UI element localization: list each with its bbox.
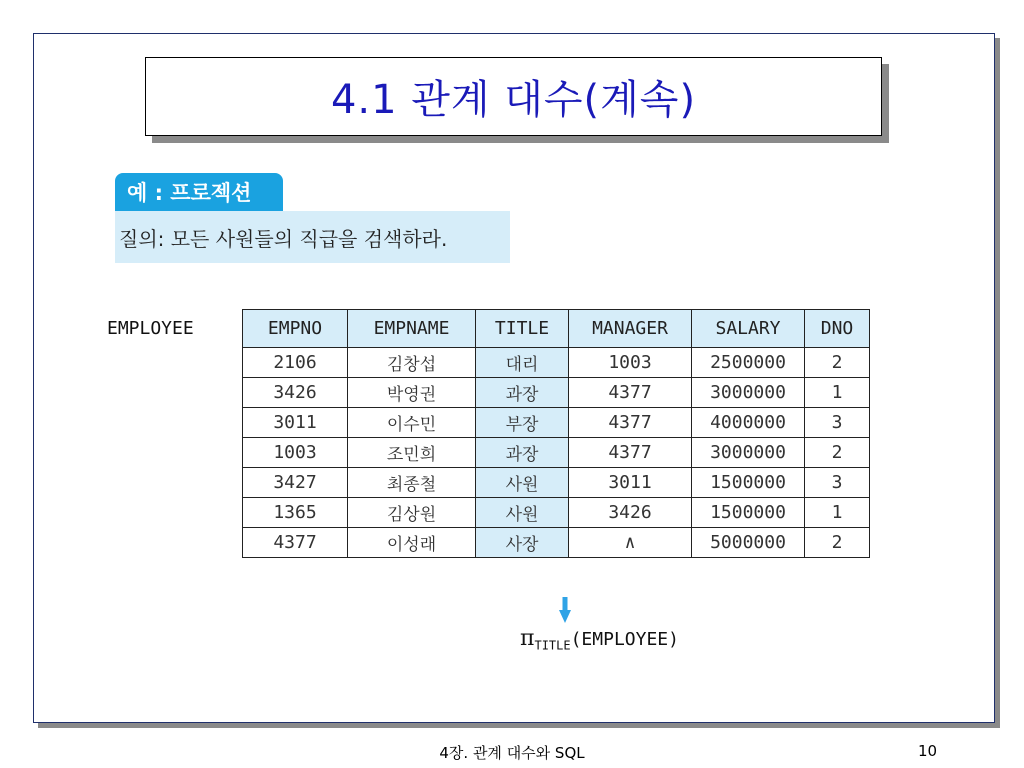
table-cell: 사원 (476, 498, 569, 528)
table-cell: 김창섭 (348, 348, 476, 378)
table-cell: 1 (805, 498, 870, 528)
example-label: 예 : 프로젝션 (115, 173, 283, 211)
table-cell: 3426 (569, 498, 692, 528)
table-cell: 최종철 (348, 468, 476, 498)
column-header: MANAGER (569, 310, 692, 348)
table-cell: 과장 (476, 438, 569, 468)
table-cell: 3427 (243, 468, 348, 498)
table-cell: 1500000 (692, 498, 805, 528)
table-cell: 2 (805, 438, 870, 468)
column-header: DNO (805, 310, 870, 348)
projection-attribute: TITLE (534, 638, 571, 653)
down-arrow-icon (559, 597, 571, 623)
table-cell: 3 (805, 408, 870, 438)
table-row (243, 438, 870, 468)
table-row (243, 378, 870, 408)
table-cell: 3000000 (692, 378, 805, 408)
table-cell: 3426 (243, 378, 348, 408)
table-cell: 사원 (476, 468, 569, 498)
table-cell: 조민희 (348, 438, 476, 468)
table-cell: 3011 (569, 468, 692, 498)
table-row (243, 528, 870, 558)
table-cell: 김상원 (348, 498, 476, 528)
table-cell: 부장 (476, 408, 569, 438)
table-cell: 1 (805, 378, 870, 408)
projection-argument: (EMPLOYEE) (570, 629, 679, 650)
column-header: SALARY (692, 310, 805, 348)
table-cell: 3011 (243, 408, 348, 438)
table-cell: 4000000 (692, 408, 805, 438)
table-cell: 4377 (569, 438, 692, 468)
table-cell: 1365 (243, 498, 348, 528)
table-row (243, 408, 870, 438)
employee-table (242, 309, 870, 558)
table-cell: 2106 (243, 348, 348, 378)
table-cell: 사장 (476, 528, 569, 558)
table-header-row (243, 310, 870, 348)
table-row (243, 468, 870, 498)
table-cell: 이수민 (348, 408, 476, 438)
table-cell: 4377 (243, 528, 348, 558)
projection-expression (520, 626, 679, 653)
table-row (243, 498, 870, 528)
table-cell: 이성래 (348, 528, 476, 558)
page-number: 10 (918, 742, 938, 760)
table-cell: ∧ (569, 528, 692, 558)
table-cell: 박영권 (348, 378, 476, 408)
table-cell: 1003 (243, 438, 348, 468)
table-cell: 4377 (569, 408, 692, 438)
table-cell: 2 (805, 348, 870, 378)
column-header: EMPNAME (348, 310, 476, 348)
table-cell: 2500000 (692, 348, 805, 378)
column-header: TITLE (476, 310, 569, 348)
table-cell: 2 (805, 528, 870, 558)
table-cell: 1500000 (692, 468, 805, 498)
table-cell: 3000000 (692, 438, 805, 468)
table-cell: 3 (805, 468, 870, 498)
table-cell: 5000000 (692, 528, 805, 558)
title-box (145, 57, 882, 136)
table-row (243, 348, 870, 378)
table-cell: 4377 (569, 378, 692, 408)
query-text: 질의: 모든 사원들의 직급을 검색하라. (115, 211, 510, 263)
column-header: EMPNO (243, 310, 348, 348)
pi-symbol: π (520, 626, 535, 651)
slide-title: 4.1 관계 대수(계속) (330, 77, 697, 123)
table-cell: 1003 (569, 348, 692, 378)
relation-name: EMPLOYEE (107, 318, 194, 339)
table-cell: 대리 (476, 348, 569, 378)
footer-text: 4장. 관계 대수와 SQL (439, 744, 585, 762)
table-cell: 과장 (476, 378, 569, 408)
